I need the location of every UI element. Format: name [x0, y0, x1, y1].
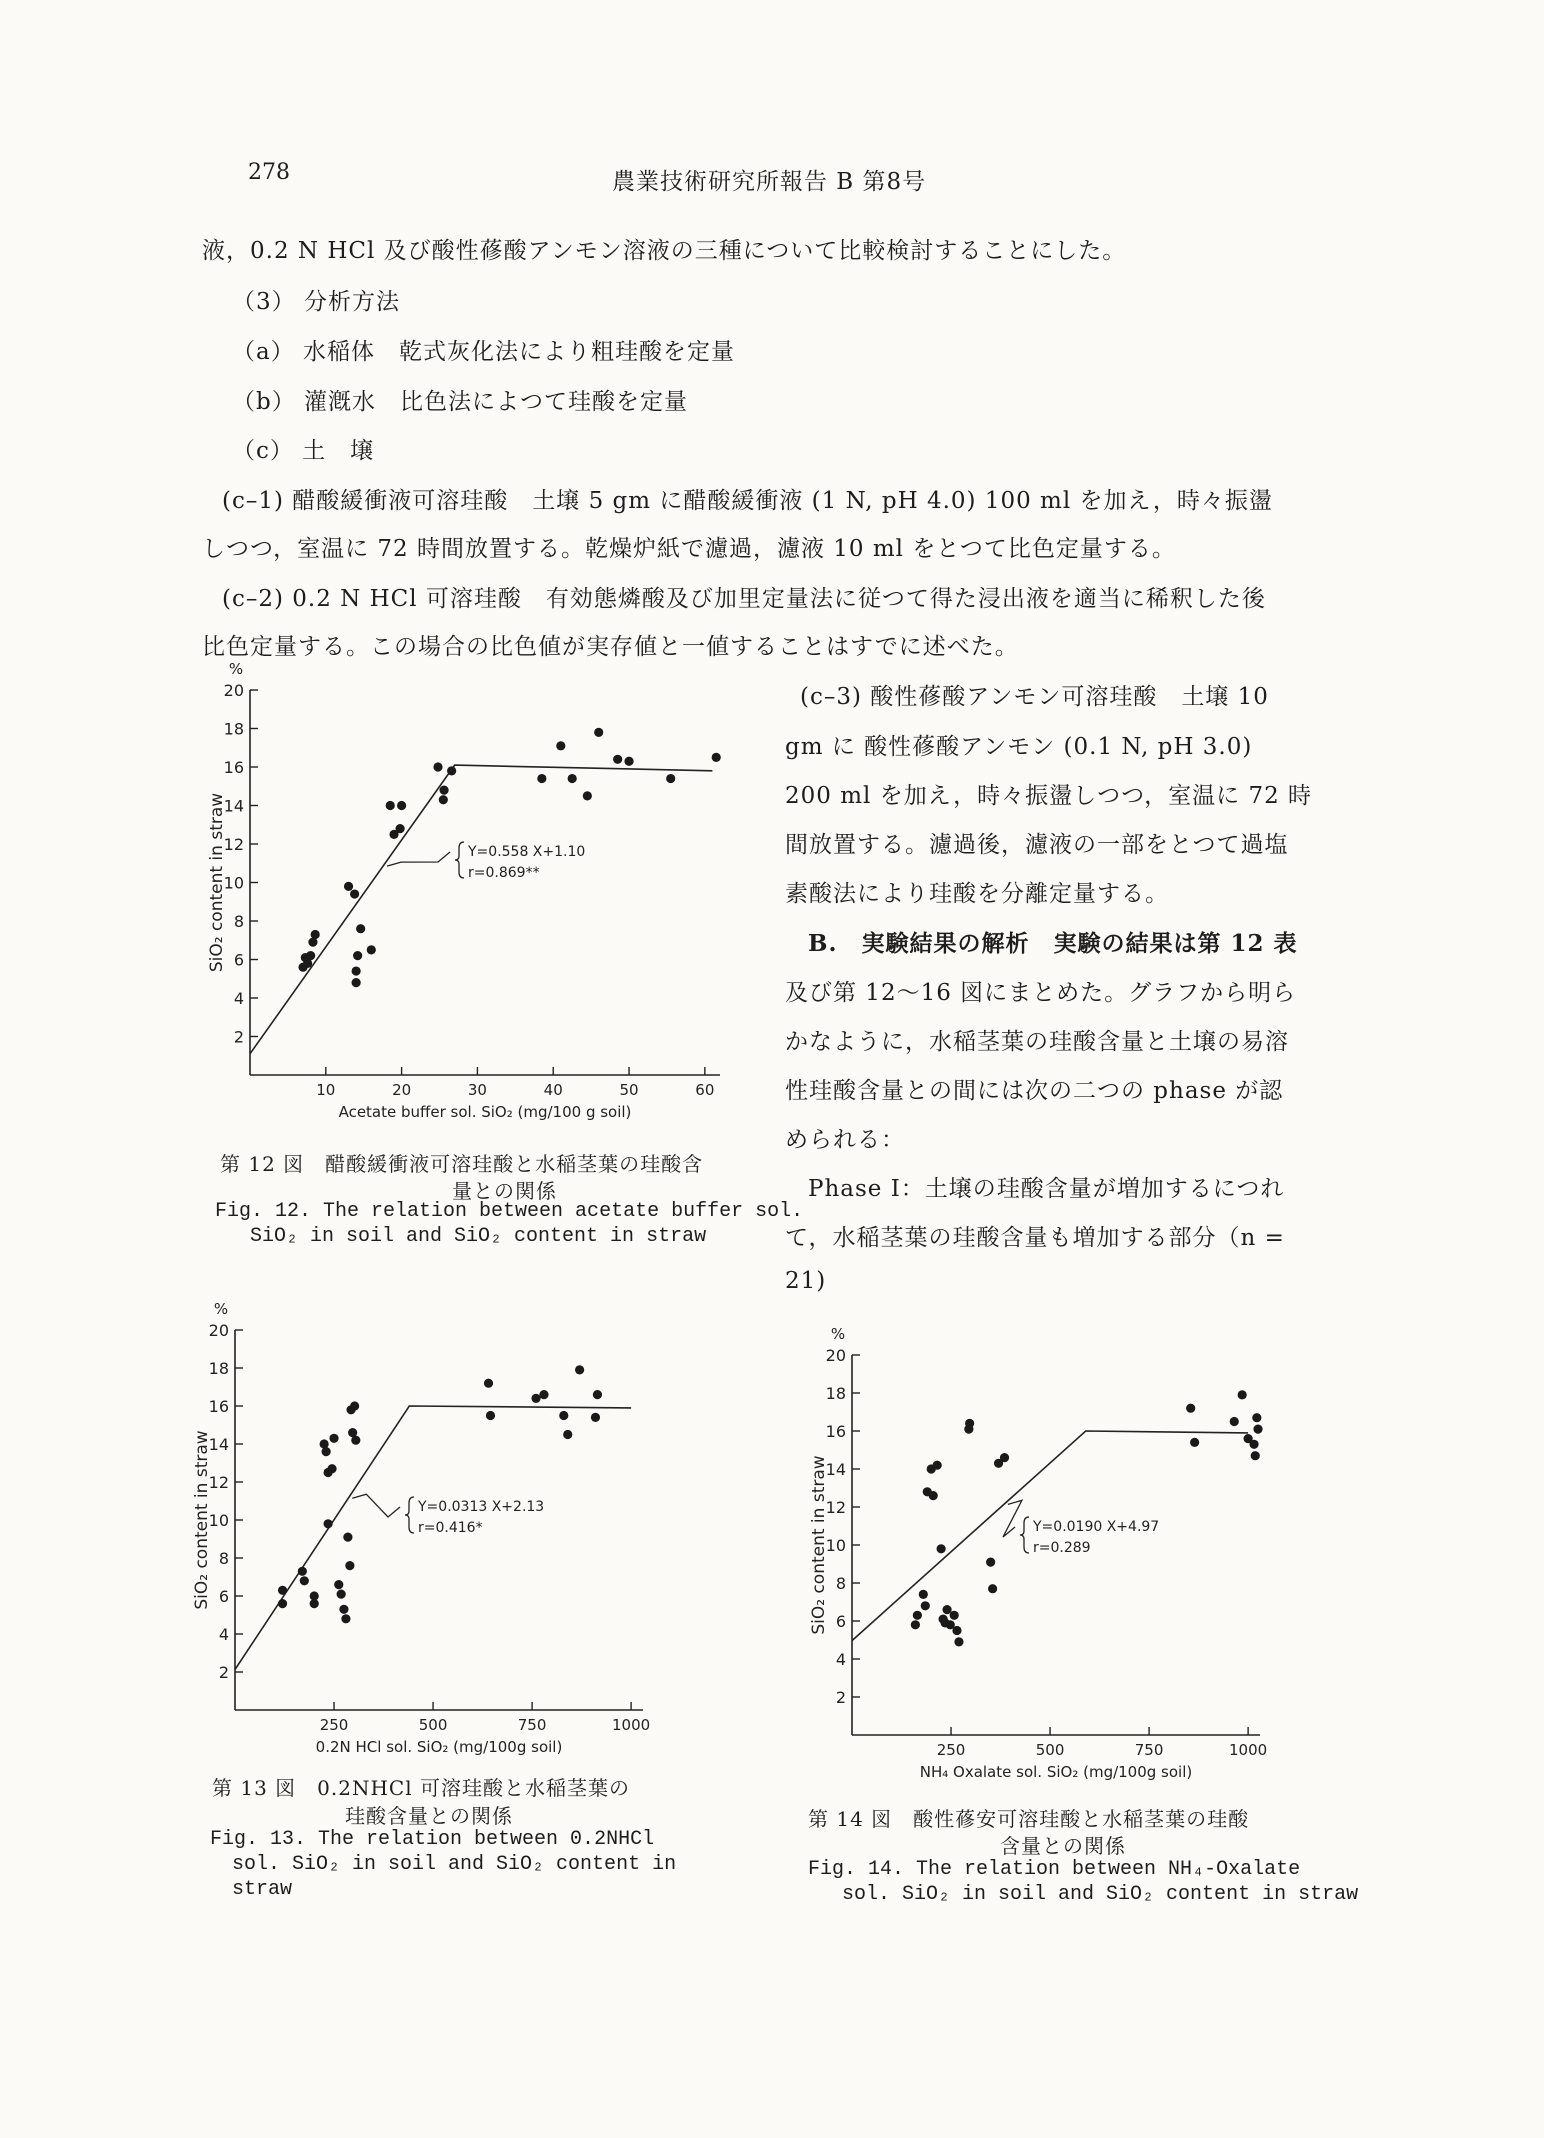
y-tick-label: 20 [208, 1321, 229, 1340]
data-point [439, 795, 448, 804]
y-axis-label: SiO₂ content in straw [207, 792, 227, 973]
data-point [350, 1401, 359, 1410]
x-tick-label: 750 [517, 1716, 547, 1734]
body-line: しつつ，室温に 72 時間放置する。乾燥炉紙で濾過，濾液 10 ml をとつて比色定量する。 [202, 536, 1176, 562]
right-line: 及び第 12～16 図にまとめた。グラフから明ら [785, 980, 1297, 1006]
right-line: められる： [785, 1127, 905, 1153]
fig12-caption-en2: SiO₂ in soil and SiO₂ content in straw [250, 1225, 707, 1248]
data-point [539, 1390, 548, 1399]
fig12-chart [200, 660, 740, 1145]
fig13-caption-en3: straw [232, 1878, 293, 1901]
correlation-coefficient: r=0.869** [468, 865, 540, 881]
right-heading: B. 実験結果の解析 実験の結果は第 12 表 [808, 930, 1298, 957]
data-point [306, 951, 315, 960]
x-tick-label: 40 [543, 1081, 563, 1099]
right-line: Phase Ⅰ：土壌の珪酸含量が増加するにつれ [808, 1176, 1285, 1202]
fig13-caption-en: Fig. 13. The relation between 0.2NHCl [210, 1828, 655, 1851]
data-point [344, 882, 353, 891]
right-line: て，水稲茎葉の珪酸含量も増加する部分（n = [785, 1225, 1285, 1251]
y-tick-label: 10 [825, 1536, 846, 1555]
y-tick-label: 12 [825, 1498, 846, 1517]
fig14-caption-en: Fig. 14. The relation between NH₄-Oxalate [808, 1858, 1301, 1881]
data-point [559, 1411, 568, 1420]
fig14-chart [810, 1320, 1280, 1790]
x-tick-label: 500 [418, 1716, 448, 1734]
data-point [337, 1590, 346, 1599]
data-point [484, 1379, 493, 1388]
data-point [367, 945, 376, 954]
data-point [593, 1390, 602, 1399]
data-point [298, 1567, 307, 1576]
data-point [341, 1614, 350, 1623]
data-point [933, 1461, 942, 1470]
data-point [353, 951, 362, 960]
body-line: （b） 灌漑水 比色法によつて珪酸を定量 [232, 389, 689, 415]
data-point [712, 753, 721, 762]
body-line: （a） 水稲体 乾式灰化法により粗珪酸を定量 [232, 339, 736, 365]
data-point [583, 791, 592, 800]
fig13-caption-jp: 第 13 図 0.2NHCl 可溶珪酸と水稲茎葉の [212, 1776, 630, 1800]
data-point [327, 1464, 336, 1473]
data-point [986, 1558, 995, 1567]
body-line: 液，0.2 N HCl 及び酸性蓚酸アンモン溶液の三種について比較検討することにした。 [202, 238, 1127, 264]
data-point [1252, 1413, 1261, 1422]
data-point [942, 1605, 951, 1614]
y-tick-label: 14 [825, 1460, 846, 1479]
y-axis-label: SiO₂ content in straw [809, 1455, 829, 1635]
y-axis-label: SiO₂ content in straw [192, 1430, 212, 1610]
data-point [988, 1584, 997, 1593]
data-point [345, 1561, 354, 1570]
y-tick-label: 6 [218, 1587, 229, 1606]
data-point [537, 774, 546, 783]
data-point [594, 728, 603, 737]
right-line: (c–3) 酸性蓚酸アンモン可溶珪酸 土壌 10 [800, 684, 1269, 710]
y-tick-label: 18 [223, 719, 244, 739]
fig12-caption-en: Fig. 12. The relation between acetate buffer sol. [215, 1200, 804, 1223]
fig13-chart [192, 1300, 655, 1770]
data-point [351, 1436, 360, 1445]
right-line: gm に 酸性蓚酸アンモン (0.1 N, pH 3.0) [785, 734, 1253, 760]
data-point [919, 1590, 928, 1599]
data-point [356, 924, 365, 933]
fig12-caption-jp: 第 12 図 醋酸緩衝液可溶珪酸と水稲茎葉の珪酸含 [220, 1152, 704, 1176]
y-tick-label: 8 [835, 1574, 846, 1593]
data-point [913, 1611, 922, 1620]
data-point [1253, 1425, 1262, 1434]
body-line: 比色定量する。この場合の比色値が実存値と一値することはすでに述べた。 [202, 634, 1019, 660]
data-point [556, 741, 565, 750]
x-tick-label: 10 [316, 1081, 336, 1099]
annotation-arrow [352, 1494, 400, 1517]
data-point [952, 1626, 961, 1635]
x-tick-label: 50 [619, 1081, 639, 1099]
y-tick-label: 14 [208, 1435, 229, 1454]
regression-equation: Y=0.0190 X+4.97 [1033, 1519, 1160, 1535]
x-tick-label: 250 [936, 1741, 966, 1759]
data-point [921, 1601, 930, 1610]
running-title: 農業技術研究所報告 B 第8号 [612, 169, 927, 195]
y-tick-label: 10 [223, 873, 244, 893]
right-line: かなように，水稲茎葉の珪酸含量と土壌の易溶 [785, 1029, 1289, 1055]
y-tick-label: 20 [223, 681, 244, 700]
y-unit-label: % [228, 660, 244, 678]
data-point [433, 762, 442, 771]
correlation-coefficient: r=0.416* [418, 1520, 483, 1536]
body-line: (c–2) 0.2 N HCl 可溶珪酸 有効態燐酸及び加里定量法に従つて得た浸出液を適当に稀釈した後 [222, 586, 1266, 612]
y-tick-label: 20 [825, 1346, 846, 1365]
page-number: 278 [248, 160, 290, 185]
data-point [339, 1605, 348, 1614]
y-tick-label: 2 [835, 1688, 846, 1707]
data-point [311, 930, 320, 939]
y-tick-label: 10 [208, 1511, 229, 1530]
x-tick-label: 250 [319, 1716, 349, 1734]
data-point [575, 1365, 584, 1374]
right-line: 性珪酸含量との間には次の二つの phase が認 [785, 1078, 1284, 1104]
x-tick-label: 30 [467, 1081, 487, 1099]
fig14-caption-jp2: 含量との関係 [1000, 1834, 1126, 1858]
data-point [323, 1519, 332, 1528]
fig13-caption-jp2: 珪酸含量との関係 [345, 1804, 513, 1828]
section-heading: （3） 分析方法 [232, 289, 400, 315]
data-point [1000, 1453, 1009, 1462]
data-point [1251, 1451, 1260, 1460]
y-tick-label: 16 [208, 1397, 229, 1416]
y-tick-label: 4 [233, 989, 244, 1008]
data-point [322, 1447, 331, 1456]
data-point [447, 766, 456, 775]
annotation-brace [455, 842, 464, 878]
fig14-caption-jp: 第 14 図 酸性蓚安可溶珪酸と水稲茎葉の珪酸 [808, 1807, 1250, 1831]
data-point [591, 1413, 600, 1422]
regression-line [235, 1406, 631, 1670]
data-point [310, 1599, 319, 1608]
annotation-brace [1020, 1517, 1029, 1553]
x-tick-label: 750 [1134, 1741, 1164, 1759]
data-point [486, 1411, 495, 1420]
x-axis-label: Acetate buffer sol. SiO₂ (mg/100 g soil) [338, 1103, 632, 1121]
y-tick-label: 6 [233, 950, 244, 970]
data-point [950, 1611, 959, 1620]
data-point [278, 1586, 287, 1595]
data-point [1190, 1438, 1199, 1447]
y-tick-label: 4 [218, 1625, 229, 1644]
data-point [334, 1580, 343, 1589]
fig14-caption-en2: sol. SiO₂ in soil and SiO₂ content in straw [842, 1883, 1359, 1906]
y-tick-label: 16 [825, 1422, 846, 1441]
regression-line [250, 765, 712, 1054]
data-point [350, 889, 359, 898]
right-line: 間放置する。濾過後，濾液の一部をとつて過塩 [785, 832, 1289, 858]
data-point [666, 774, 675, 783]
data-point [397, 801, 406, 810]
data-point [965, 1419, 974, 1428]
data-point [624, 757, 633, 766]
y-tick-label: 8 [218, 1549, 229, 1568]
y-unit-label: % [830, 1325, 846, 1343]
x-tick-label: 500 [1035, 1741, 1065, 1759]
body-line: (c–1) 醋酸緩衝液可溶珪酸 土壌 5 gm に醋酸緩衝液 (1 N, pH 4.0) 100 ml を加え，時々振盪 [222, 488, 1273, 514]
data-point [386, 801, 395, 810]
data-point [395, 824, 404, 833]
y-unit-label: % [213, 1300, 229, 1318]
y-tick-label: 16 [223, 758, 244, 777]
regression-equation: Y=0.0313 X+2.13 [418, 1499, 545, 1515]
data-point [1249, 1440, 1258, 1449]
y-tick-label: 12 [223, 835, 244, 854]
correlation-coefficient: r=0.289 [1033, 1540, 1091, 1556]
data-point [343, 1533, 352, 1542]
data-point [531, 1394, 540, 1403]
data-point [1230, 1417, 1239, 1426]
x-tick-label: 1000 [1229, 1741, 1268, 1759]
annotation-brace [405, 1497, 414, 1533]
data-point [352, 978, 361, 987]
data-point [278, 1599, 287, 1608]
right-line: 素酸法により珪酸を分離定量する。 [785, 881, 1169, 907]
y-tick-label: 18 [825, 1384, 846, 1403]
right-line: 21) [785, 1268, 827, 1294]
right-line: 200 ml を加え，時々振盪しつつ，室温に 72 時 [785, 783, 1313, 809]
y-tick-label: 12 [208, 1473, 229, 1492]
data-point [329, 1434, 338, 1443]
regression-equation: Y=0.558 X+1.10 [468, 844, 586, 860]
x-tick-label: 20 [392, 1081, 412, 1099]
data-point [439, 786, 448, 795]
annotation-arrow [387, 852, 450, 866]
data-point [568, 774, 577, 783]
x-tick-label: 1000 [612, 1716, 651, 1734]
x-tick-label: 60 [695, 1081, 715, 1099]
y-tick-label: 2 [218, 1663, 229, 1682]
annotation-arrow [1003, 1500, 1022, 1537]
y-tick-label: 8 [233, 912, 244, 931]
data-point [911, 1620, 920, 1629]
fig13-caption-en2: sol. SiO₂ in soil and SiO₂ content in [232, 1853, 677, 1876]
y-tick-label: 18 [208, 1359, 229, 1378]
y-tick-label: 2 [233, 1027, 244, 1047]
y-tick-label: 14 [223, 796, 244, 816]
regression-line [852, 1431, 1248, 1641]
data-point [929, 1491, 938, 1500]
data-point [563, 1430, 572, 1439]
body-line: （c） 土 壌 [232, 438, 375, 464]
x-axis-label: 0.2N HCl sol. SiO₂ (mg/100g soil) [315, 1738, 563, 1756]
y-tick-label: 4 [835, 1650, 846, 1669]
data-point [300, 1576, 309, 1585]
x-axis-label: NH₄ Oxalate sol. SiO₂ (mg/100g soil) [919, 1763, 1193, 1781]
data-point [1238, 1390, 1247, 1399]
data-point [1186, 1404, 1195, 1413]
fig12-caption-jp2: 量との関係 [452, 1179, 557, 1203]
data-point [352, 966, 361, 975]
data-point [613, 755, 622, 764]
y-tick-label: 6 [835, 1612, 846, 1631]
data-point [954, 1637, 963, 1646]
data-point [937, 1544, 946, 1553]
